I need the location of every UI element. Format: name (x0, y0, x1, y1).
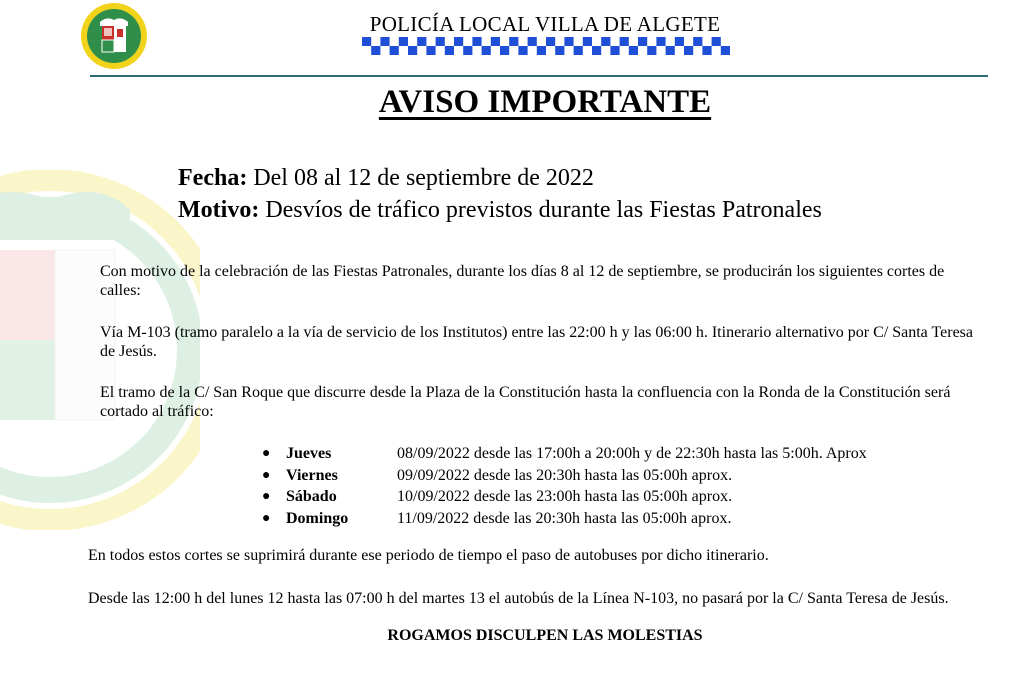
checker-square (362, 37, 371, 46)
schedule-time: 10/09/2022 desde las 23:00h hasta las 05:00h aprox. (397, 488, 733, 505)
checker-square (408, 46, 417, 55)
checkered-band (362, 37, 730, 55)
date-value: Del 08 al 12 de septiembre de 2022 (253, 165, 594, 191)
schedule-time: 11/09/2022 desde las 20:30h hasta las 05:00h aprox. (397, 509, 732, 527)
n103-paragraph: Desde las 12:00 h del lunes 12 hasta las 07:00 h del martes 13 el autobús de la Línea N-103, no pasará por la C/ Santa Teresa de Jesús. (88, 590, 949, 607)
date-label: Fecha: (178, 165, 248, 191)
bullet-icon: ● (262, 446, 271, 461)
checker-square (417, 37, 426, 46)
checker-square (500, 46, 509, 55)
checker-square (702, 46, 711, 55)
organization-name: POLICÍA LOCAL VILLA DE ALGETE (369, 12, 721, 36)
schedule-day: Jueves (286, 445, 332, 462)
notice-title: AVISO IMPORTANTE (378, 84, 712, 120)
intro-paragraph: Con motivo de la celebración de las Fiestas Patronales, durante los días 8 al 12 de septiembre, se producirán los siguientes cortes de calles: (100, 263, 945, 299)
bullet-icon: ● (262, 467, 271, 483)
checker-square (693, 37, 702, 46)
checker-square (482, 46, 491, 55)
checker-square (629, 46, 638, 55)
checker-square (721, 46, 730, 55)
checker-square (666, 46, 675, 55)
checker-square (491, 37, 500, 46)
checker-square (601, 37, 610, 46)
checker-square (638, 37, 647, 46)
checker-square (592, 46, 601, 55)
checker-square (555, 46, 564, 55)
checker-square (620, 37, 629, 46)
checker-square (509, 37, 518, 46)
reason-value: Desvíos de tráfico previstos durante las Fiestas Patronales (265, 197, 822, 223)
bullet-icon: ● (262, 489, 271, 504)
checker-square (518, 46, 527, 55)
checker-square (647, 46, 656, 55)
checker-square (574, 46, 583, 55)
reason-label: Motivo: (178, 197, 260, 223)
checker-square (463, 46, 472, 55)
checker-square (371, 46, 380, 55)
m103-paragraph: Vía M-103 (tramo paralelo a la vía de servicio de los Institutos) entre las 22:00 h y las 06:00 h. Itinerario alternativo por C/ Santa Teresa de Jesús. (100, 324, 974, 360)
police-logo-icon (80, 2, 148, 70)
checker-square (712, 37, 721, 46)
checker-square (399, 37, 408, 46)
checker-square (684, 46, 693, 55)
checker-square (472, 37, 481, 46)
checker-square (656, 37, 665, 46)
header-divider (90, 75, 988, 77)
checker-square (380, 37, 389, 46)
schedule-day: Viernes (286, 466, 338, 484)
san-roque-paragraph: El tramo de la C/ San Roque que discurre desde la Plaza de la Constitución hasta la confluencia con la Ronda de la Constitución será cortado al tráfico: (100, 384, 951, 420)
closing-message: ROGAMOS DISCULPEN LAS MOLESTIAS (387, 627, 703, 644)
checker-square (436, 37, 445, 46)
checker-square (454, 37, 463, 46)
checker-square (610, 46, 619, 55)
checker-square (564, 37, 573, 46)
checker-square (445, 46, 454, 55)
bullet-icon: ● (262, 510, 271, 526)
summary-date (178, 165, 594, 192)
summary-reason (178, 197, 822, 224)
schedule-day: Sábado (286, 488, 337, 505)
checker-square (426, 46, 435, 55)
checker-square (537, 46, 546, 55)
checker-square (675, 37, 684, 46)
checker-square (546, 37, 555, 46)
buses-paragraph: En todos estos cortes se suprimirá durante ese periodo de tiempo el paso de autobuses por dicho itinerario. (88, 547, 769, 564)
checker-square (390, 46, 399, 55)
schedule-time: 08/09/2022 desde las 17:00h a 20:00h y de 22:30h hasta las 5:00h. Aprox (397, 445, 867, 462)
schedule-time: 09/09/2022 desde las 20:30h hasta las 05:00h aprox. (397, 466, 733, 484)
checker-square (583, 37, 592, 46)
checker-square (528, 37, 537, 46)
schedule-day: Domingo (286, 509, 349, 527)
